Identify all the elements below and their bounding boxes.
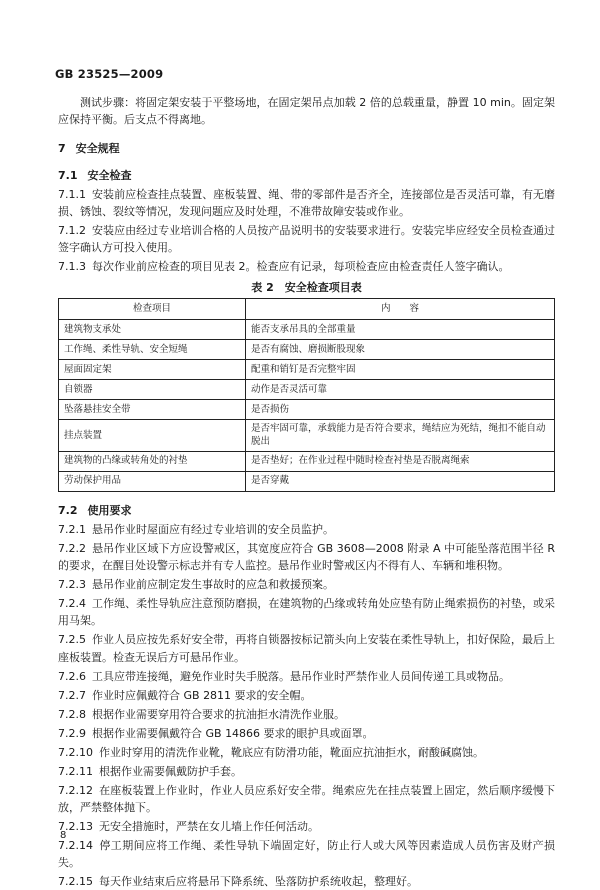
clause-7-1-2: 7.1.2 安装应由经过专业培训合格的人员按产品说明书的安装要求进行。安装完毕应经安全员检查通过签字确认方可投入使用。 (58, 224, 555, 255)
page-content (58, 94, 555, 890)
standard-code: GB 23525—2009 (55, 67, 164, 81)
clause-7-1-3: 7.1.3 每次作业前应检查的项目见表 2。检查应有记录，每项检查应由检查责任人签字确认。 (58, 260, 510, 274)
clause-7-2-5: 7.2.5 作业人员应按先系好安全带，再将自锁器按标记箭头向上安装在柔性导轨上，扣好保险，最后上座板装置。检查无误后方可悬吊作业。 (58, 633, 555, 664)
clause-7-2-4: 7.2.4 工作绳、柔性导轨应注意预防磨损，在建筑物的凸缘或转角处应垫有防止绳索损伤的衬垫，或采用马架。 (58, 597, 555, 628)
clause-7-2-12: 7.2.12 在座板装置上作业时，作业人员应系好安全带。绳索应先在挂点装置上固定，然后顺序缓慢下放，严禁整体抛下。 (58, 783, 555, 814)
intro-paragraph: 测试步骤：将固定架安装于平整场地，在固定架吊点加载 2 倍的总载重量，静置 10 min。固定架应保持平衡。后支点不得离地。 (58, 96, 555, 127)
clause-7-2-2: 7.2.2 悬吊作业区域下方应设警戒区，其宽度应符合 GB 3608—2008 附录 A 中可能坠落范围半径 R 的要求，在醒目处设警示标志并有专人监控。悬吊作业时警戒区内不得有人、车辆和堆积物。 (58, 542, 555, 573)
clause-7-2-3: 7.2.3 悬吊作业前应制定发生事故时的应急和救援预案。 (58, 578, 334, 592)
clause-7-2-9: 7.2.9 根据作业需要佩戴符合 GB 14866 要求的眼护具或面罩。 (58, 726, 374, 740)
table-row: 建筑物支承处 能否支承吊具的全部重量 (59, 320, 555, 340)
clause-7-2-11: 7.2.11 根据作业需要佩戴防护手套。 (58, 764, 242, 778)
section-number: 7 (58, 142, 66, 156)
clause-7-1-1: 7.1.1 安装前应检查挂点装置、座板装置、绳、带的零部件是否齐全，连接部位是否灵活可靠，有无磨损、锈蚀、裂纹等情况，发现问题应及时处理，不准带故障安装或作业。 (58, 188, 555, 219)
clause-7-2-6: 7.2.6 工具应带连接绳，避免作业时失手脱落。悬吊作业时严禁作业人员间传递工具或物品。 (58, 669, 510, 683)
section-heading-7-2 (58, 502, 555, 519)
section-heading-7 (58, 140, 555, 157)
section-title: 安全规程 (75, 142, 120, 156)
table-row: 工作绳、柔性导轨、安全短绳 是否有腐蚀、磨损断股现象 (59, 340, 555, 360)
clause-7-2-14: 7.2.14 停工期间应将工作绳、柔性导轨下端固定好，防止行人或大风等因素造成人员伤害及财产损失。 (58, 839, 555, 870)
section-number: 7.2 (58, 504, 78, 518)
clause-7-2-1: 7.2.1 悬吊作业时屋面应有经过专业培训的安全员监护。 (58, 523, 334, 537)
clause-7-2-13: 7.2.13 无安全措施时，严禁在女儿墙上作任何活动。 (58, 819, 319, 833)
table-row: 建筑物的凸缘或转角处的衬垫 是否垫好；在作业过程中随时检查衬垫是否脱离绳索 (59, 452, 555, 472)
table-row: 坠落悬挂安全带 是否损伤 (59, 400, 555, 420)
clause-7-2-10: 7.2.10 作业时穿用的清洗作业靴，靴底应有防滑功能，靴面应抗油拒水，耐酸碱腐蚀。 (58, 745, 484, 759)
clause-7-2-15: 7.2.15 每天作业结束后应将悬吊下降系统、坠落防护系统收起，整理好。 (58, 875, 418, 889)
table-row: 挂点装置 是否牢固可靠，承载能力是否符合要求，绳结应为死结，绳扣不能自动脱出 (59, 420, 555, 452)
clause-7-2-7: 7.2.7 作业时应佩戴符合 GB 2811 要求的安全帽。 (58, 688, 312, 702)
clause-7-2-8: 7.2.8 根据作业需要穿用符合要求的抗油拒水清洗作业服。 (58, 707, 345, 721)
table-title: 表 2 安全检查项目表 (251, 281, 362, 295)
section-title: 安全检查 (87, 169, 132, 183)
table-row: 自锁器 动作是否灵活可靠 (59, 380, 555, 400)
column-header: 检查项目 (59, 299, 246, 320)
section-number: 7.1 (58, 169, 78, 183)
section-title: 使用要求 (87, 504, 132, 518)
table-row: 劳动保护用品 是否穿戴 (59, 472, 555, 492)
page-number: 8 (60, 830, 67, 841)
safety-check-table (58, 298, 555, 492)
column-header: 内 容 (246, 299, 555, 320)
section-heading-7-1 (58, 167, 555, 184)
table-header-row (59, 299, 555, 320)
table-row: 屋面固定架 配重和销钉是否完整牢固 (59, 360, 555, 380)
